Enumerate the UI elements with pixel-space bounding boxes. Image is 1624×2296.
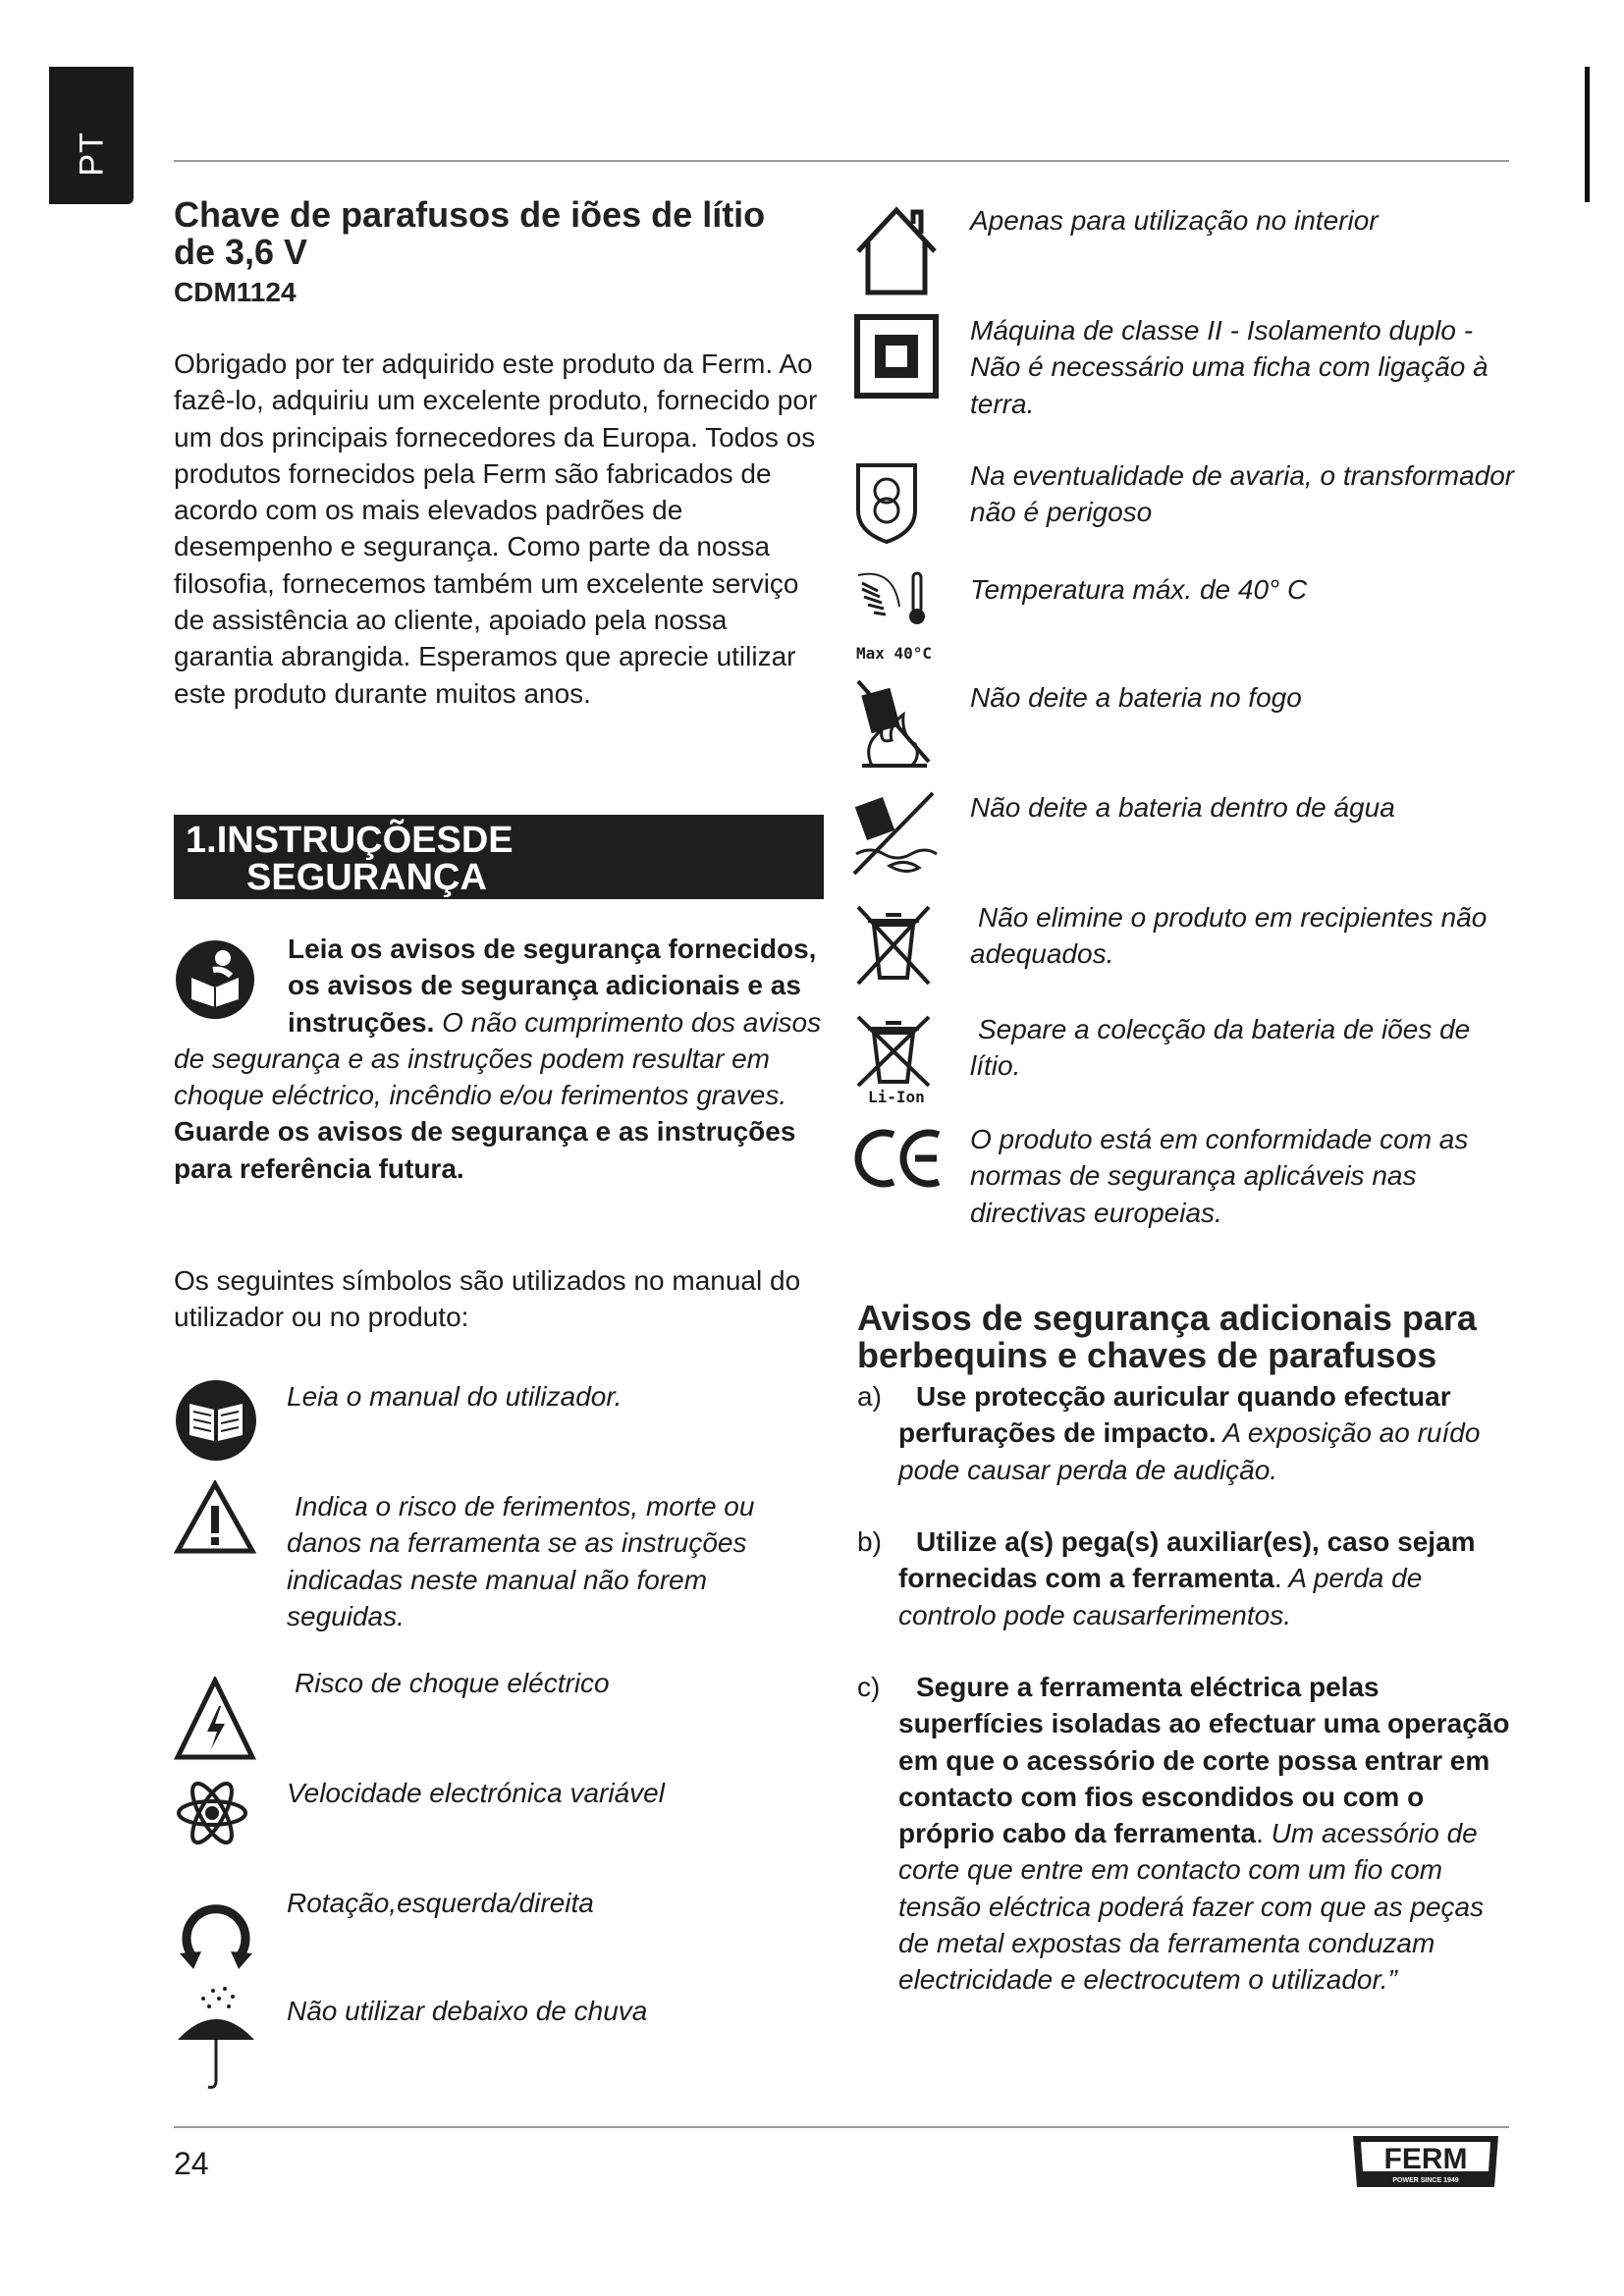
rotation-icon [174, 1889, 258, 1973]
symbol-text: Indica o risco de ferimentos, morte ou danos na ferramenta se as instruções indicadas neste manual não forem seguidas. [287, 1491, 755, 1631]
symbol-text: Leia o manual do utilizador. [287, 1381, 623, 1412]
item-italic: Um acessório de corte que entre em contacto com um fio com tensão eléctrica poderá fazer com que as peças de metal expostas da ferramenta conduzam electricidade e electrocutem o utilizador.” [898, 1818, 1485, 1996]
li-ion-icon-label: Li-Ion [868, 1088, 925, 1106]
item-bold: Use protecção auricular quando efectuar perfurações de impacto. [898, 1381, 1451, 1449]
symbol-text: Rotação,esquerda/direita [287, 1888, 594, 1918]
bottom-rule [174, 2126, 1509, 2128]
house-icon [852, 202, 941, 296]
double-insulation-icon [854, 314, 939, 399]
ferm-logo [1347, 2132, 1504, 2191]
no-water-icon [850, 785, 939, 880]
item-label: a) [857, 1381, 882, 1412]
symbol-text: Risco de choque eléctrico [295, 1668, 610, 1698]
section-heading [174, 815, 824, 899]
warning-triangle-icon [174, 1480, 256, 1555]
page-title [174, 196, 822, 271]
crossed-bin-icon [854, 903, 933, 988]
section-heading-line-1: 1.INSTRUÇÕESDE [186, 820, 514, 861]
item-italic: A exposição ao ruído pode causar perda de audição. [898, 1417, 1481, 1485]
electric-shock-icon [174, 1677, 256, 1761]
item-label: c) [857, 1672, 881, 1702]
symbol-text: Não deite a bateria no fogo [970, 682, 1302, 713]
item-bold: Segure a ferramenta eléctrica pelas superfícies isoladas ao efectuar uma operação em que o acessório de corte possa entrar em contacto com fios escondidos ou com o próprio cabo da ferramenta [898, 1672, 1510, 1849]
title-line-1: Chave de parafusos de iões de lítio [174, 194, 766, 235]
warning-paragraph [174, 931, 822, 1187]
item-label: b) [857, 1526, 882, 1557]
warning-item-b [857, 1523, 1515, 1633]
transformer-shield-icon [854, 461, 919, 544]
li-ion-bin-icon [854, 1015, 933, 1088]
symbol-text: Separe a colecção da bateria de iões de lítio. [970, 1014, 1471, 1082]
thermometer-icon [854, 567, 933, 632]
manual-book-icon [174, 1378, 258, 1463]
section-heading-line-2: SEGURANÇA [246, 857, 487, 898]
language-tab [49, 67, 134, 204]
warning-item-a [857, 1378, 1515, 1488]
symbol-text: Apenas para utilização no interior [970, 205, 1379, 236]
symbol-text: Não deite a bateria dentro de água [970, 792, 1395, 823]
symbol-text: Velocidade electrónica variável [287, 1778, 665, 1808]
language-label: PT [73, 132, 111, 177]
warning-italic: O não cumprimento dos avisos de segurança e as instruções podem resultar em choque eléctrico, incêndio e/ou ferimentos graves. [174, 1006, 822, 1111]
symbol-text: O produto está em conformidade com as normas de segurança aplicáveis nas directivas europeias. [970, 1124, 1469, 1228]
symbol-text: Máquina de classe II - Isolamento duplo - Não é necessário uma ficha com ligação à terra. [970, 315, 1489, 419]
ferm-logo-tagline: POWER SINCE 1949 [1392, 2177, 1459, 2184]
additional-warnings-title: Avisos de segurança adicionais para berbequins e chaves de parafusos [857, 1298, 1477, 1375]
ce-mark-icon [854, 1127, 943, 1190]
margin-bar [1585, 67, 1590, 202]
title-line-2: de 3,6 V [174, 232, 308, 272]
symbol-text: Na eventualidade de avaria, o transformador não é perigoso [970, 460, 1515, 528]
symbol-text: Não utilizar debaixo de chuva [287, 1996, 648, 2026]
atom-speed-icon [174, 1775, 250, 1851]
model-number: CDM1124 [174, 277, 297, 307]
umbrella-rain-icon [174, 1985, 258, 2093]
no-fire-icon [852, 675, 935, 770]
top-rule [174, 160, 1509, 162]
intro-paragraph: Obrigado por ter adquirido este produto da Ferm. Ao fazê-lo, adquiriu um excelente produto, fornecido por um dos principais fornecedores da Europa. Todos os produtos fornecidos pela Ferm são fabricados de acordo com os mais elevados padrões de desempenho e segurança. Como parte da nossa filosofia, fornecemos também um excelente serviço de assistência ao cliente, apoiado pela nossa garantia abrangida. Esperamos que aprecie utilizar este produto durante muitos anos. [174, 348, 818, 709]
item-plain: . [1273, 1563, 1282, 1594]
item-bold: Utilize a(s) pega(s) auxiliar(es), caso sejam fornecidas com a ferramenta [898, 1526, 1476, 1594]
symbol-text: Temperatura máx. de 40° C [970, 574, 1308, 605]
warning-item-c [857, 1669, 1515, 1999]
symbol-text: Não elimine o produto em recipientes não adequados. [970, 902, 1488, 970]
ferm-logo-text: FERM [1383, 2143, 1468, 2175]
thermometer-icon-label: Max 40°C [856, 644, 933, 663]
page-number: 24 [174, 2146, 209, 2181]
warning-bold-1: Leia os avisos de segurança fornecidos, os avisos de segurança adicionais e as instruções. [288, 934, 817, 1038]
item-italic: A perda de controlo pode causarferimentos. [898, 1563, 1423, 1630]
warning-bold-2: Guarde os avisos de segurança e as instruções para referência futura. [174, 1116, 796, 1184]
symbols-intro: Os seguintes símbolos são utilizados no manual do utilizador ou no produto: [174, 1265, 801, 1333]
item-plain: . [1256, 1818, 1264, 1849]
